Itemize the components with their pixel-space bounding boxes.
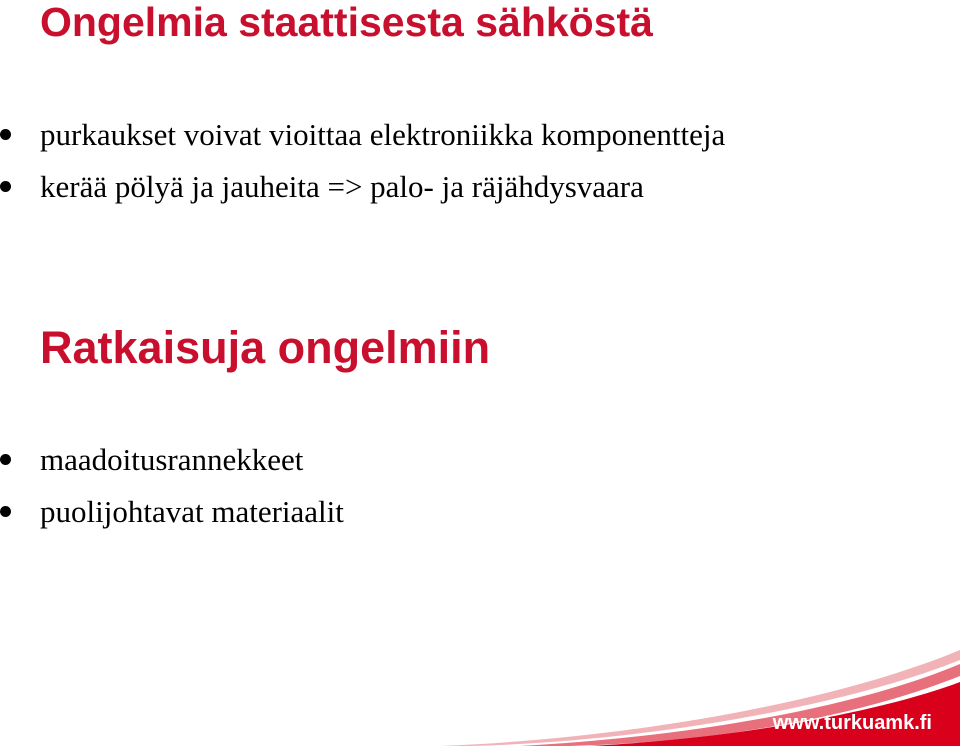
bullet-text: puolijohtavat materiaalit: [40, 494, 344, 529]
bullet-text: maadoitusrannekkeet: [40, 442, 304, 477]
bullet-text: kerää pölyä ja jauheita => palo- ja räjähdysvaara: [40, 169, 644, 204]
footer-url: www.turkuamk.fi: [772, 712, 932, 734]
section-2-title: Ratkaisuja ongelmiin: [40, 322, 491, 373]
bullet-text: purkaukset voivat vioittaa elektroniikka komponentteja: [40, 117, 726, 152]
section-1-title: Ongelmia staattisesta sähköstä: [40, 0, 653, 45]
